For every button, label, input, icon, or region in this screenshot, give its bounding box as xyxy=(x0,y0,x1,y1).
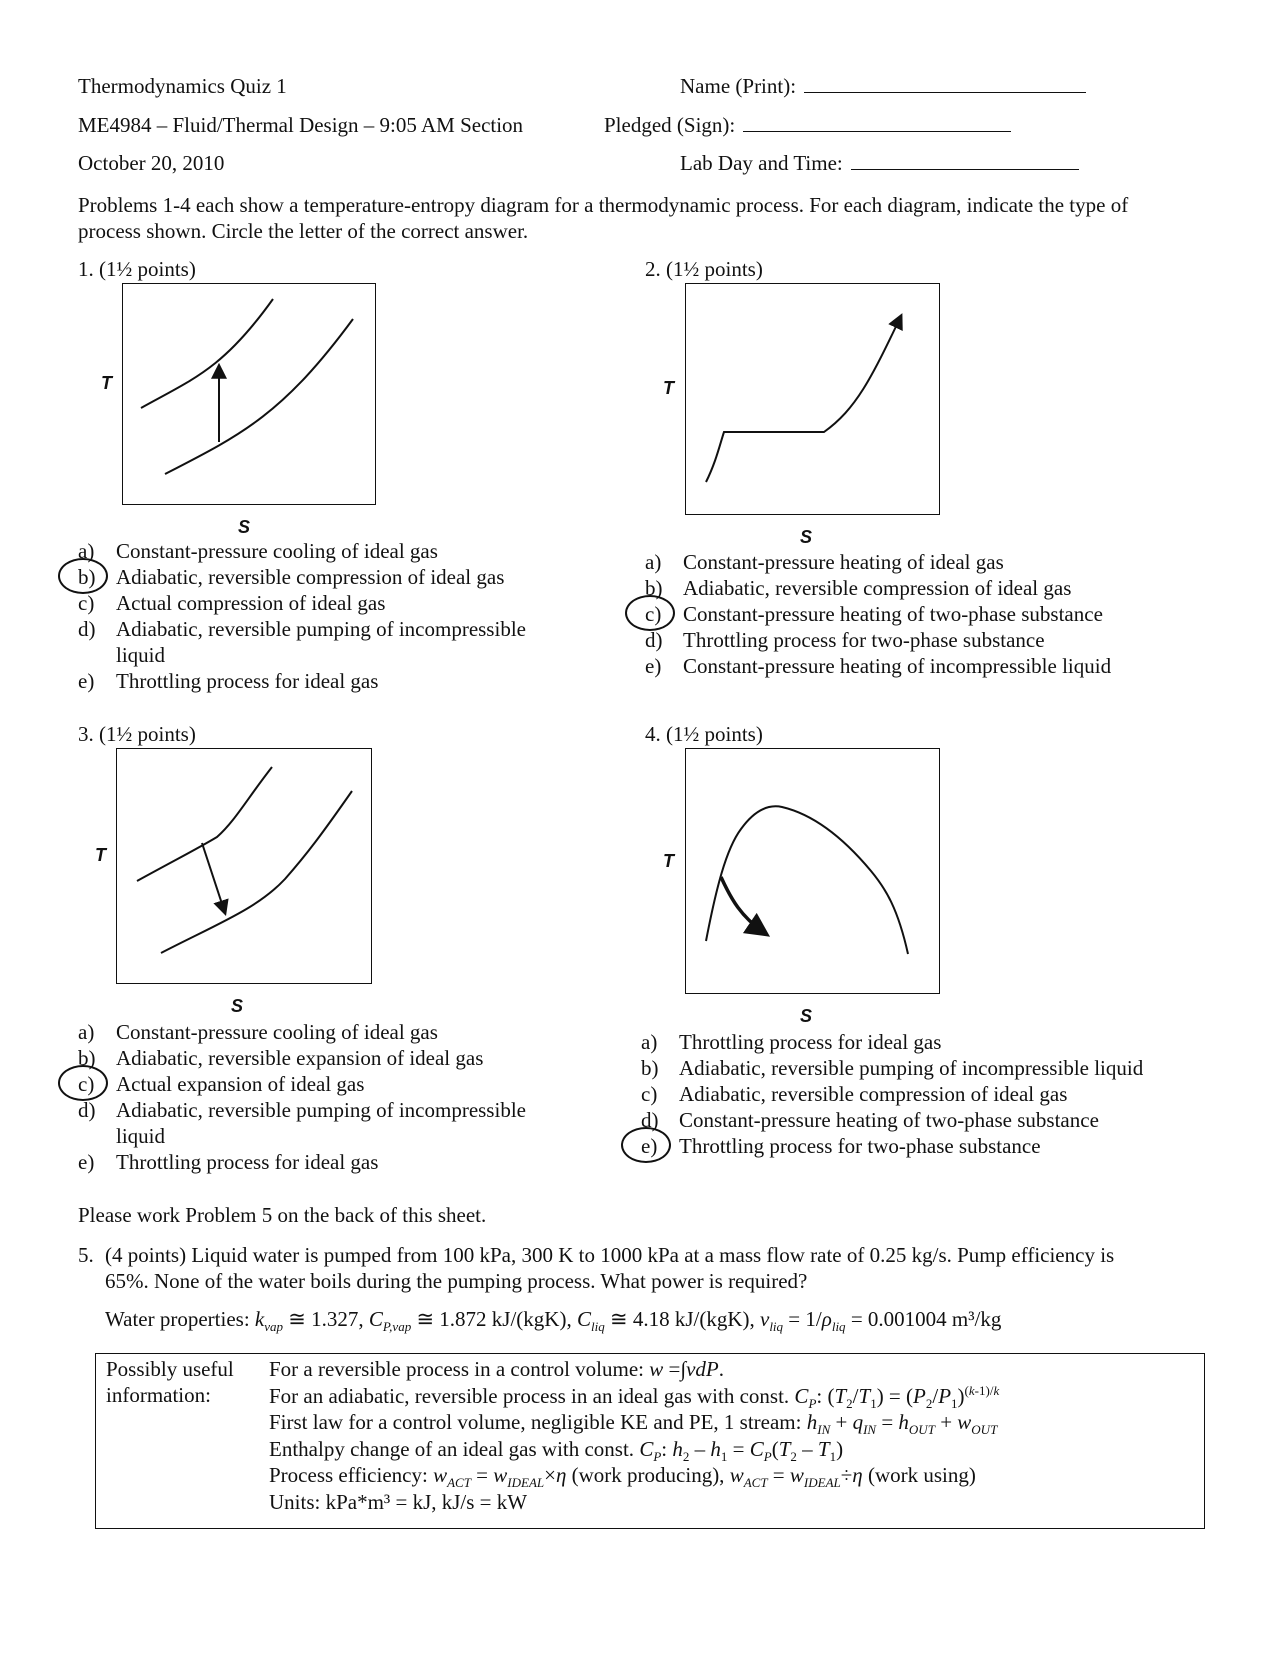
back-note: Please work Problem 5 on the back of this sheet. xyxy=(78,1203,487,1227)
low-pressure-isobar xyxy=(161,791,352,953)
name-label: Name (Print): xyxy=(680,74,797,98)
ts-diagram-4 xyxy=(685,748,940,994)
ts-diagram-2 xyxy=(685,283,940,515)
course-line: ME4984 – Fluid/Thermal Design – 9:05 AM Section xyxy=(78,113,524,137)
info-label: Possibly useful information: xyxy=(106,1357,234,1407)
lab-blank[interactable] xyxy=(851,151,1079,170)
problem-4-title: 4. (1½ points) xyxy=(645,722,763,746)
info-line-5: Process efficiency: $w_{ACT} = w_{IDEAL}\times\eta$ (work producing), $w_{ACT} = w_{IDEAL}\div\eta$ (work using) xyxy=(269,1463,976,1491)
problem-1-title: 1. (1½ points) xyxy=(78,257,196,281)
process-arrow xyxy=(202,843,225,913)
s-axis-label: S xyxy=(800,527,813,547)
lab-field[interactable] xyxy=(680,150,1079,176)
quiz-date: October 20, 2010 xyxy=(78,151,225,175)
saturation-dome xyxy=(706,806,908,954)
heating-curve xyxy=(706,316,901,482)
problem-5-number: 5. xyxy=(78,1243,94,1267)
t-axis-label: T xyxy=(101,373,112,393)
ts-diagram-3 xyxy=(116,748,372,984)
info-line-1: For a reversible process in a control volume: w =∫vdP. xyxy=(269,1357,725,1381)
problem-5-text: (4 points) Liquid water is pumped from 100 kPa, 300 K to 1000 kPa at a mass flow rate of 0.25 kg/s. Pump efficiency is 65%. None of the water boils during the pumping process. What power is required? xyxy=(105,1243,1115,1293)
lab-label: Lab Day and Time: xyxy=(680,151,843,175)
info-line-6: Units: kPa*m³ = kJ, kJ/s = kW xyxy=(269,1489,528,1514)
t-axis-label: T xyxy=(663,851,674,871)
pledge-label: Pledged (Sign): xyxy=(604,113,736,137)
name-blank[interactable] xyxy=(804,74,1086,93)
quiz-title: Thermodynamics Quiz 1 xyxy=(78,74,287,98)
t-axis-label: T xyxy=(663,378,674,398)
high-pressure-isobar xyxy=(141,299,273,408)
s-axis-label: S xyxy=(800,1006,813,1026)
high-pressure-isobar xyxy=(137,767,272,881)
s-axis-label: S xyxy=(231,996,244,1016)
pledge-field[interactable] xyxy=(604,112,1011,138)
name-field[interactable] xyxy=(680,73,1086,99)
s-axis-label: S xyxy=(238,517,251,537)
problem-3-title: 3. (1½ points) xyxy=(78,722,196,746)
info-line-4: Enthalpy change of an ideal gas with const. $C_P$: $h_2 - h_1 = C_P(T_2 - T_1)$ xyxy=(269,1436,844,1464)
pledge-blank[interactable] xyxy=(743,113,1011,132)
ts-diagram-1 xyxy=(122,283,376,505)
useful-info-box xyxy=(95,1353,1205,1529)
info-line-3: First law for a control volume, negligible KE and PE, 1 stream: $h_{IN} + q_{IN} = h_{OUT} + w_{OUT}$ xyxy=(269,1410,998,1438)
instructions: Problems 1-4 each show a temperature-entropy diagram for a thermodynamic process. For each diagram, indicate the type of process shown. Circle the letter of the correct answer. xyxy=(78,193,1129,243)
info-lines xyxy=(269,1356,999,1515)
water-properties: Water properties: $k_{vap}$ ≅ 1.327, $C_{P,vap}$ ≅ 1.872 kJ/(kgK), $C_{liq}$ ≅ 4.18 kJ/(kgK), $v_{liq} = 1/\rho_{liq} = 0.001004$ m³/kg xyxy=(105,1307,1002,1335)
low-pressure-isobar xyxy=(165,319,353,474)
t-axis-label: T xyxy=(95,845,106,865)
info-line-2: For an adiabatic, reversible process in an ideal gas with const. $C_P$: $(T_2/T_1) = (P_2/P_1)^{(k-1)/k}$ xyxy=(269,1382,1000,1411)
problem-2-title: 2. (1½ points) xyxy=(645,257,763,281)
process-arrow xyxy=(721,877,766,934)
